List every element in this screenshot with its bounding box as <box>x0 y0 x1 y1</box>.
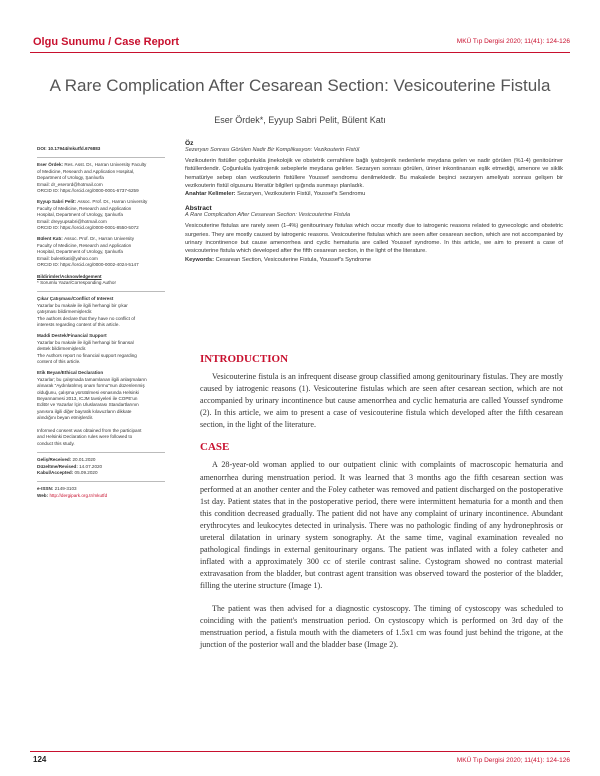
author-affiliation <box>37 199 165 231</box>
affiliation-line: Email: bulentkati@yahoo.com <box>37 255 98 261</box>
text-line: Yazarlar; bu çalışmada tamamlanan ilgili anlaşmaların <box>37 376 147 382</box>
web-link[interactable]: http://dergipark.org.tr/mkutfd <box>49 492 108 498</box>
sidebar-divider <box>37 452 165 453</box>
page-number: 124 <box>33 755 47 764</box>
text-line: Beyannamesi 2013, ICJM tavsiyeleri ile COPE'un <box>37 396 138 401</box>
sidebar-divider <box>37 291 165 292</box>
author-list: Eser Ördek*, Eyyup Sabri Pelit, Bülent Katı <box>214 115 386 125</box>
article-title: A Rare Complication After Cesarean Section: Vesicouterine Fistula <box>49 76 551 95</box>
text-line: and Helsinki Declaration rules were followed to <box>37 434 133 440</box>
finance-heading: Maddi Destek/Financial Support <box>37 333 107 339</box>
footer-journal: MKÜ Tıp Dergisi 2020; 11(41): 124-126 <box>456 757 570 764</box>
introduction-text: Vesicouterine fistula is an infrequent disease group classified among genitourinary fistulas. They are mostly caused by iatrogenic reasons (1). Vesicouterine fistulas which are seen after cesarean section, which are not accompanied by urinary incontinence but cause amenorrhea and cyclic hematuria are called Youssef syndrome (2). In this article, we aim to present a case of vesicouterine fistula which developed after the fifth cesarean section, in the light of the literature. <box>200 372 563 430</box>
introduction-heading: INTRODUCTION <box>200 353 289 365</box>
affiliation-line: ORCID ID: https://orcid.org/0000-0001-8550-5072 <box>37 225 139 231</box>
text-line: çatışması bildirmemişlerdir. <box>37 309 93 315</box>
sidebar-divider <box>37 481 165 482</box>
case-paragraph-2: The patient was then advised for a diagnostic cystoscopy. The timing of cystoscopy was scheduled to coinciding with the patient's menstruation period. On cystoscopy which is performed on 3rd day of the menstruation period, a fistula mouth with the diameters of 1.5x1 cm was found just behind the trigone, at the junction of the posterior wall and the bladder base (Image 2). <box>200 603 563 649</box>
author-affiliation <box>37 236 165 268</box>
author-affiliations <box>37 162 165 268</box>
author-affiliation <box>37 162 165 194</box>
finance-text <box>37 340 165 366</box>
affiliation-line: Email: dr_eserord@hotmail.com <box>37 181 103 187</box>
acknowledgement-text: * Sorumlu Yazar/Corresponding Author <box>37 279 116 285</box>
affiliation-line: Eyyup Sabri Pelit: Assoc. Prof. Dr., Harran University <box>37 199 148 205</box>
oz-subtitle: Sezeryan Sonrası Görülen Nadir Bir Komplikasyon: Vezikouterin Fistül <box>185 147 360 153</box>
text-line: The Authors report no financial support regarding <box>37 352 137 358</box>
conflict-text <box>37 303 165 329</box>
submission-dates <box>37 457 165 476</box>
abstract-label: Abstract <box>185 205 212 213</box>
text-line: Yazarlar bu makale ile ilgili herhangi bir finansal <box>37 339 134 345</box>
author-name: Eser Ördek: <box>37 162 65 168</box>
text-line: Yazarlar bu makale ile ilgili herhangi bir çıkar <box>37 302 128 308</box>
section-label: Olgu Sunumu / Case Report <box>33 36 180 48</box>
text-line: content of this article. <box>37 358 81 364</box>
text-line: destek bildirmemişlerdir. <box>37 346 87 352</box>
article-body <box>200 353 563 661</box>
abstracts <box>185 140 563 264</box>
author-name: Bülent Katı: <box>37 236 65 242</box>
oz-text: Vezikouterin fistüller çoğunlukla jinekolojik ve obstetrik cerrahilere bağlı iyatrojenik nedenlerle meydana gelen ve nadir görülen (%1-4) genitoüriner fistüllerdendir. Çoğunlukla iyatrojenik sebeplerle meydana gelirler. Sezaryen sonrası görülen, üriner inkontinansın eşlik etmediği, amenore ve siklik hematüriye sebep olan vezikouterin fistüllere Youssef sendromu denilmektedir. Bu makalede beşinci sezaryen ameliyatı sonrası gelişen bir vezikouterin fistül olgusunu literatür bilgileri ışığında sunmayı planladık. <box>185 158 563 189</box>
oz-keywords: Anahtar Kelimeler: Sezaryen, Vezikouterin Fistül, Youssef's Sendromu <box>185 191 366 198</box>
date-line: Kabul/Accepted: 05.09.2020 <box>37 470 98 476</box>
affiliation-line: Eser Ördek: Res. Asst. Dr., Harran University Faculty <box>37 162 147 168</box>
doi: DOI: 10.17944/mkutfd.676883 <box>37 146 101 151</box>
affiliation-line: Faculty of Medicine, Research and Application <box>37 242 132 248</box>
case-paragraph-1: A 28-year-old woman applied to our outpatient clinic with complaints of macroscopic hematuria and amenorrhea during menstruation period. It was learned that 3 months ago the fifth cesarean section was performed at an another center and the Foley catheter was removed and patient discharged on the postoperative 1st day. Patient states that in the postoperative period, there were intermittent hematuria for a month and then this condition decreased gradually. The patient did not have any complaint of urinary incontinence. Abundant erythrocytes and leukocytes detected in urinalysis. There was no pathologic finding of any hydronephrosis or ureteral dilatation in urinary system sonography. At the same time, vaginal examination revealed no pathological findings in external genitourinary organs. The patient was inflated with a foley catheter and inflated with a approximately 300 cc of sterile contrast saline. Cystogram showed no contrast material extravasation from the bladder, but contrast agent transition was observed toward the posterior of the bladder, filling the uterine structure (Image 1). <box>200 460 563 591</box>
oz-label: Öz <box>185 140 194 147</box>
text-line: alınarak "Aydınlatılmış onam formu"nun düzenlenmiş <box>37 383 145 389</box>
text-line: olduğunu, çalışma yürütülmesi esnasında Helsinki <box>37 389 139 395</box>
ethics-heading: Etik Beyan/Ethical Declaration <box>37 370 104 376</box>
text-line: alındığını beyan etmişlerdir. <box>37 415 94 421</box>
affiliation-line: ORCID ID: https://orcid.org/0000-0001-6737-6259 <box>37 188 139 194</box>
affiliation-line: Email: dreyyupsabri@hotmail.com <box>37 218 107 224</box>
header-divider <box>30 52 570 53</box>
case-heading: CASE <box>200 441 230 454</box>
affiliation-line: Hospital, Department of Urology, Şanlıurfa <box>37 249 123 255</box>
eissn: e-ISSN: 2149-3103 <box>37 486 77 492</box>
affiliation-line: Department of Urology, Şanlıurfa <box>37 175 104 181</box>
abstract-subtitle: A Rare Complication After Cesarean Section: Vesicouterine Fistula <box>185 212 351 219</box>
text-line: Editör ve Yazarlar İçin Uluslararası Standartlarının <box>37 402 139 408</box>
text-line: Informed consent was obtained from the participant <box>37 428 142 434</box>
abstract-text: Vesicouterine fistulas are rarely seen (1-4%) genitourinary fistulas which occur mostly due to iatrogenic reasons related to gynecologic and obstetric surgeries. They are mostly caused by iatrogenic reasons. Vesicouterine fistulas which are seen after cesarean section, which are not accompanied by urinary incontinence but cause amenorrhea and cyclic hematuria are called Youssef syndrome. In this article, we aim to present a case of vesicouterine fistula which developed after the fifth cesarean section, in the light of the literature. <box>185 223 563 255</box>
web: Web: http://dergipark.org.tr/mkutfd <box>37 492 108 498</box>
footer-divider <box>30 751 570 752</box>
ethics-text <box>37 377 165 447</box>
sidebar-divider <box>37 157 165 158</box>
journal-citation: MKÜ Tıp Dergisi 2020; 11(41): 124-126 <box>456 38 570 45</box>
affiliation-line: Bülent Katı: Assoc. Prof. Dr., Harran University <box>37 236 135 242</box>
conflict-heading: Çıkar Çatışması/Conflict of Interest <box>37 296 114 302</box>
text-line: conduct this study. <box>37 440 75 446</box>
date-line: Geliş/Received: 20.01.2020 <box>37 457 96 463</box>
affiliation-line: Faculty of Medicine, Research and Application <box>37 205 132 211</box>
affiliation-line: Hospital, Department of Urology, Şanlıurfa <box>37 212 123 218</box>
author-name: Eyyup Sabri Pelit: <box>37 199 78 205</box>
text-line: interests regarding content of this article. <box>37 321 120 327</box>
acknowledgement-heading: Bildirimler/Acknowledgement <box>37 273 102 279</box>
date-line: Düzeltme/Revised: 14.07.2020 <box>37 463 103 469</box>
affiliation-line: of Medicine, Research and Application Hospital, <box>37 168 135 174</box>
text-line: The authors declare that they have no conflict of <box>37 315 136 321</box>
abstract-keywords: Keywords: Cesarean Section, Vesicouterine Fistula, Youssef's Syndrome <box>185 256 372 263</box>
sidebar <box>37 146 165 499</box>
text-line: yanısıra ilgili diğer bayratik kılavuzların dikkate <box>37 408 132 414</box>
affiliation-line: ORCID ID: https://orcid.org/0000-0002-4024-5147 <box>37 262 139 268</box>
